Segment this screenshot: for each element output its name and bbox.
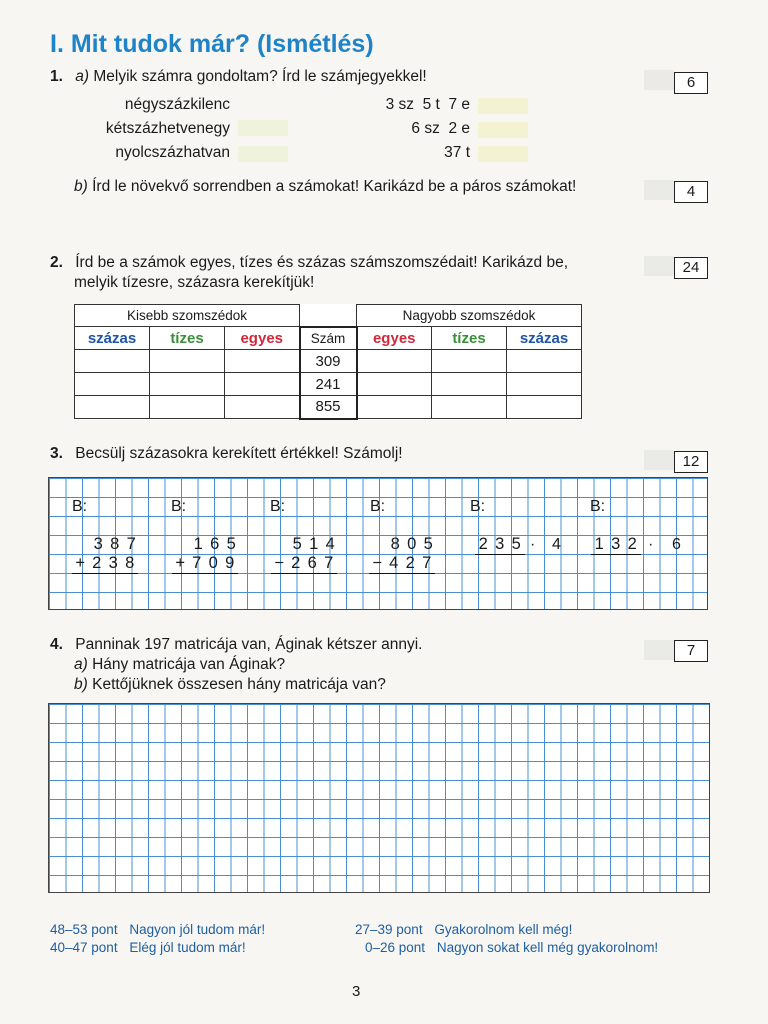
score-text: Nagyon jól tudom már! [129, 922, 266, 937]
answer-cell[interactable] [357, 373, 432, 396]
shade-box [644, 70, 674, 90]
score-range: 0–26 pont [365, 940, 426, 955]
operation-sign: + [75, 554, 86, 572]
question-text: Írd be a számok egyes, tízes és százas számszomszédait! Karikázd be, [75, 254, 569, 271]
question-1-b [74, 178, 576, 196]
answer-field[interactable] [238, 146, 288, 162]
question-1-a [50, 68, 427, 86]
shade-box [644, 180, 674, 200]
answer-cell[interactable] [432, 350, 507, 373]
multiply-sign: · [530, 536, 536, 553]
digit: 5 [511, 535, 521, 553]
operand-bottom [172, 554, 238, 574]
sub-label: b) [74, 178, 88, 195]
operand-top [90, 535, 140, 554]
number-cell: 855 [300, 396, 357, 419]
answer-field[interactable] [238, 120, 288, 136]
digit: 2 [92, 554, 102, 572]
estimate-label: B: [590, 498, 606, 515]
score-text: Elég jól tudom már! [129, 940, 246, 955]
question-3 [50, 445, 403, 463]
score-legend-row [355, 922, 572, 937]
col-header-egyes: egyes [357, 327, 432, 350]
score-legend-row [50, 922, 265, 937]
col-header-tizes: tízes [150, 327, 225, 350]
digit: 7 [192, 554, 202, 572]
multiplication-2 [591, 535, 641, 555]
col-header-szam: Szám [300, 327, 357, 350]
table-row [75, 373, 582, 396]
score-range: 48–53 pont [50, 922, 118, 937]
estimate-label: B: [470, 498, 486, 515]
operation-sign: − [372, 554, 383, 572]
question-number: 1. [50, 68, 63, 85]
digit: 1 [193, 535, 203, 553]
score-box: 6 [674, 72, 708, 94]
score-box: 7 [674, 640, 708, 662]
answer-cell[interactable] [225, 350, 300, 373]
digit: 4 [389, 554, 399, 572]
estimate-label: B: [171, 498, 187, 515]
digit: 6 [307, 554, 317, 572]
estimate-label: B: [270, 498, 286, 515]
number-cell: 241 [300, 373, 357, 396]
page-number: 3 [352, 983, 361, 1000]
multiply-sign: · [648, 536, 654, 553]
answer-cell[interactable] [150, 350, 225, 373]
answer-cell[interactable] [357, 396, 432, 419]
score-range: 27–39 pont [355, 922, 423, 937]
score-box: 24 [674, 257, 708, 279]
score-legend-row [50, 940, 246, 955]
shade-box [644, 256, 674, 276]
score-text: Gyakorolnom kell még! [434, 922, 573, 937]
col-header-egyes: egyes [225, 327, 300, 350]
score-box: 4 [674, 181, 708, 203]
question-text: Melyik számra gondoltam? Írd le számjegyekkel! [93, 68, 427, 85]
question-text: Kettőjüknek összesen hány matricája van? [92, 676, 386, 693]
sub-label: b) [74, 676, 88, 693]
operand-top [387, 535, 437, 554]
digit: 2 [478, 535, 488, 553]
question-text: Írd le növekvő sorrendben a számokat! Karikázd be a páros számokat! [92, 178, 577, 195]
number-word: nyolcszázhatvan [115, 144, 230, 161]
answer-cell[interactable] [507, 373, 582, 396]
digit: 1 [594, 535, 604, 553]
page-title: I. Mit tudok már? (Ismétlés) [50, 30, 374, 58]
col-header-tizes: tízes [432, 327, 507, 350]
digit: 8 [390, 535, 400, 553]
question-number: 4. [50, 636, 63, 653]
score-range: 40–47 pont [50, 940, 118, 955]
answer-cell[interactable] [432, 373, 507, 396]
shade-box [644, 640, 674, 660]
score-text: Nagyon sokat kell még gyakorolnom! [436, 940, 659, 955]
answer-cell[interactable] [150, 373, 225, 396]
place-value-expression: 3 sz 5 t 7 e [385, 96, 470, 113]
digit: 7 [126, 535, 136, 553]
operand-bottom [72, 554, 138, 574]
digit: 5 [226, 535, 236, 553]
multiplier: 4 [552, 536, 561, 553]
score-legend-row [365, 940, 658, 955]
estimate-label: B: [370, 498, 386, 515]
digit: 0 [407, 535, 417, 553]
group-header-smaller: Kisebb szomszédok [75, 305, 300, 327]
shade-box [644, 450, 674, 470]
question-2 [50, 254, 568, 272]
number-word: négyszázkilenc [124, 96, 230, 113]
spacer-cell [300, 305, 357, 327]
digit: 3 [93, 535, 103, 553]
sub-label: a) [75, 68, 90, 85]
sub-label: a) [74, 656, 88, 673]
operand-top [190, 535, 240, 554]
digit: 5 [423, 535, 433, 553]
digit: 3 [611, 535, 621, 553]
table-row [75, 396, 582, 419]
digit: 7 [422, 554, 432, 572]
digit: 5 [292, 535, 302, 553]
question-text: Hány matricája van Áginak? [92, 656, 286, 673]
digit: 7 [324, 554, 334, 572]
col-header-szazas: százas [507, 327, 582, 350]
question-4-b [74, 676, 386, 694]
answer-cell[interactable] [150, 396, 225, 419]
answer-cell[interactable] [507, 396, 582, 419]
table-row [75, 350, 582, 373]
answer-cell[interactable] [75, 373, 150, 396]
digit: 6 [210, 535, 220, 553]
operation-sign: + [175, 554, 186, 572]
col-header-szazas: százas [75, 327, 150, 350]
operand-bottom [369, 554, 435, 574]
answer-cell[interactable] [507, 350, 582, 373]
operand-bottom [271, 554, 337, 574]
digit: 2 [405, 554, 415, 572]
answer-cell[interactable] [225, 396, 300, 419]
question-text: Panninak 197 matricája van, Áginak kétszer annyi. [75, 636, 423, 653]
digit: 2 [627, 535, 637, 553]
digit: 0 [208, 554, 218, 572]
answer-cell[interactable] [75, 396, 150, 419]
solution-grid[interactable] [48, 703, 710, 893]
answer-cell[interactable] [432, 396, 507, 419]
question-number: 2. [50, 254, 63, 271]
answer-cell[interactable] [75, 350, 150, 373]
multiplier: 6 [672, 536, 681, 553]
neighbors-table [74, 304, 582, 420]
answer-field[interactable] [478, 146, 528, 162]
answer-cell[interactable] [357, 350, 432, 373]
digit: 9 [225, 554, 235, 572]
question-4 [50, 636, 422, 654]
place-value-expression: 37 t [444, 144, 470, 161]
score-box: 12 [674, 451, 708, 473]
answer-field[interactable] [478, 122, 528, 138]
question-number: 3. [50, 445, 63, 462]
number-word: kétszázhetvenegy [105, 120, 230, 137]
digit: 2 [291, 554, 301, 572]
question-text: melyik tízesre, százasra kerekítjük! [74, 274, 315, 291]
digit: 4 [325, 535, 335, 553]
number-cell: 309 [300, 350, 357, 373]
operation-sign: − [274, 554, 285, 572]
digit: 3 [495, 535, 505, 553]
digit: 8 [125, 554, 135, 572]
place-value-expression: 6 sz 2 e [411, 120, 470, 137]
operand-top [289, 535, 339, 554]
multiplication-1 [475, 535, 525, 555]
digit: 3 [108, 554, 118, 572]
digit: 1 [309, 535, 319, 553]
question-4-a [74, 656, 285, 674]
answer-field[interactable] [478, 98, 528, 114]
answer-cell[interactable] [225, 373, 300, 396]
question-text: Becsülj százasokra kerekített értékkel! Számolj! [75, 445, 403, 462]
group-header-larger: Nagyobb szomszédok [357, 305, 582, 327]
digit: 8 [110, 535, 120, 553]
estimate-label: B: [72, 498, 88, 515]
